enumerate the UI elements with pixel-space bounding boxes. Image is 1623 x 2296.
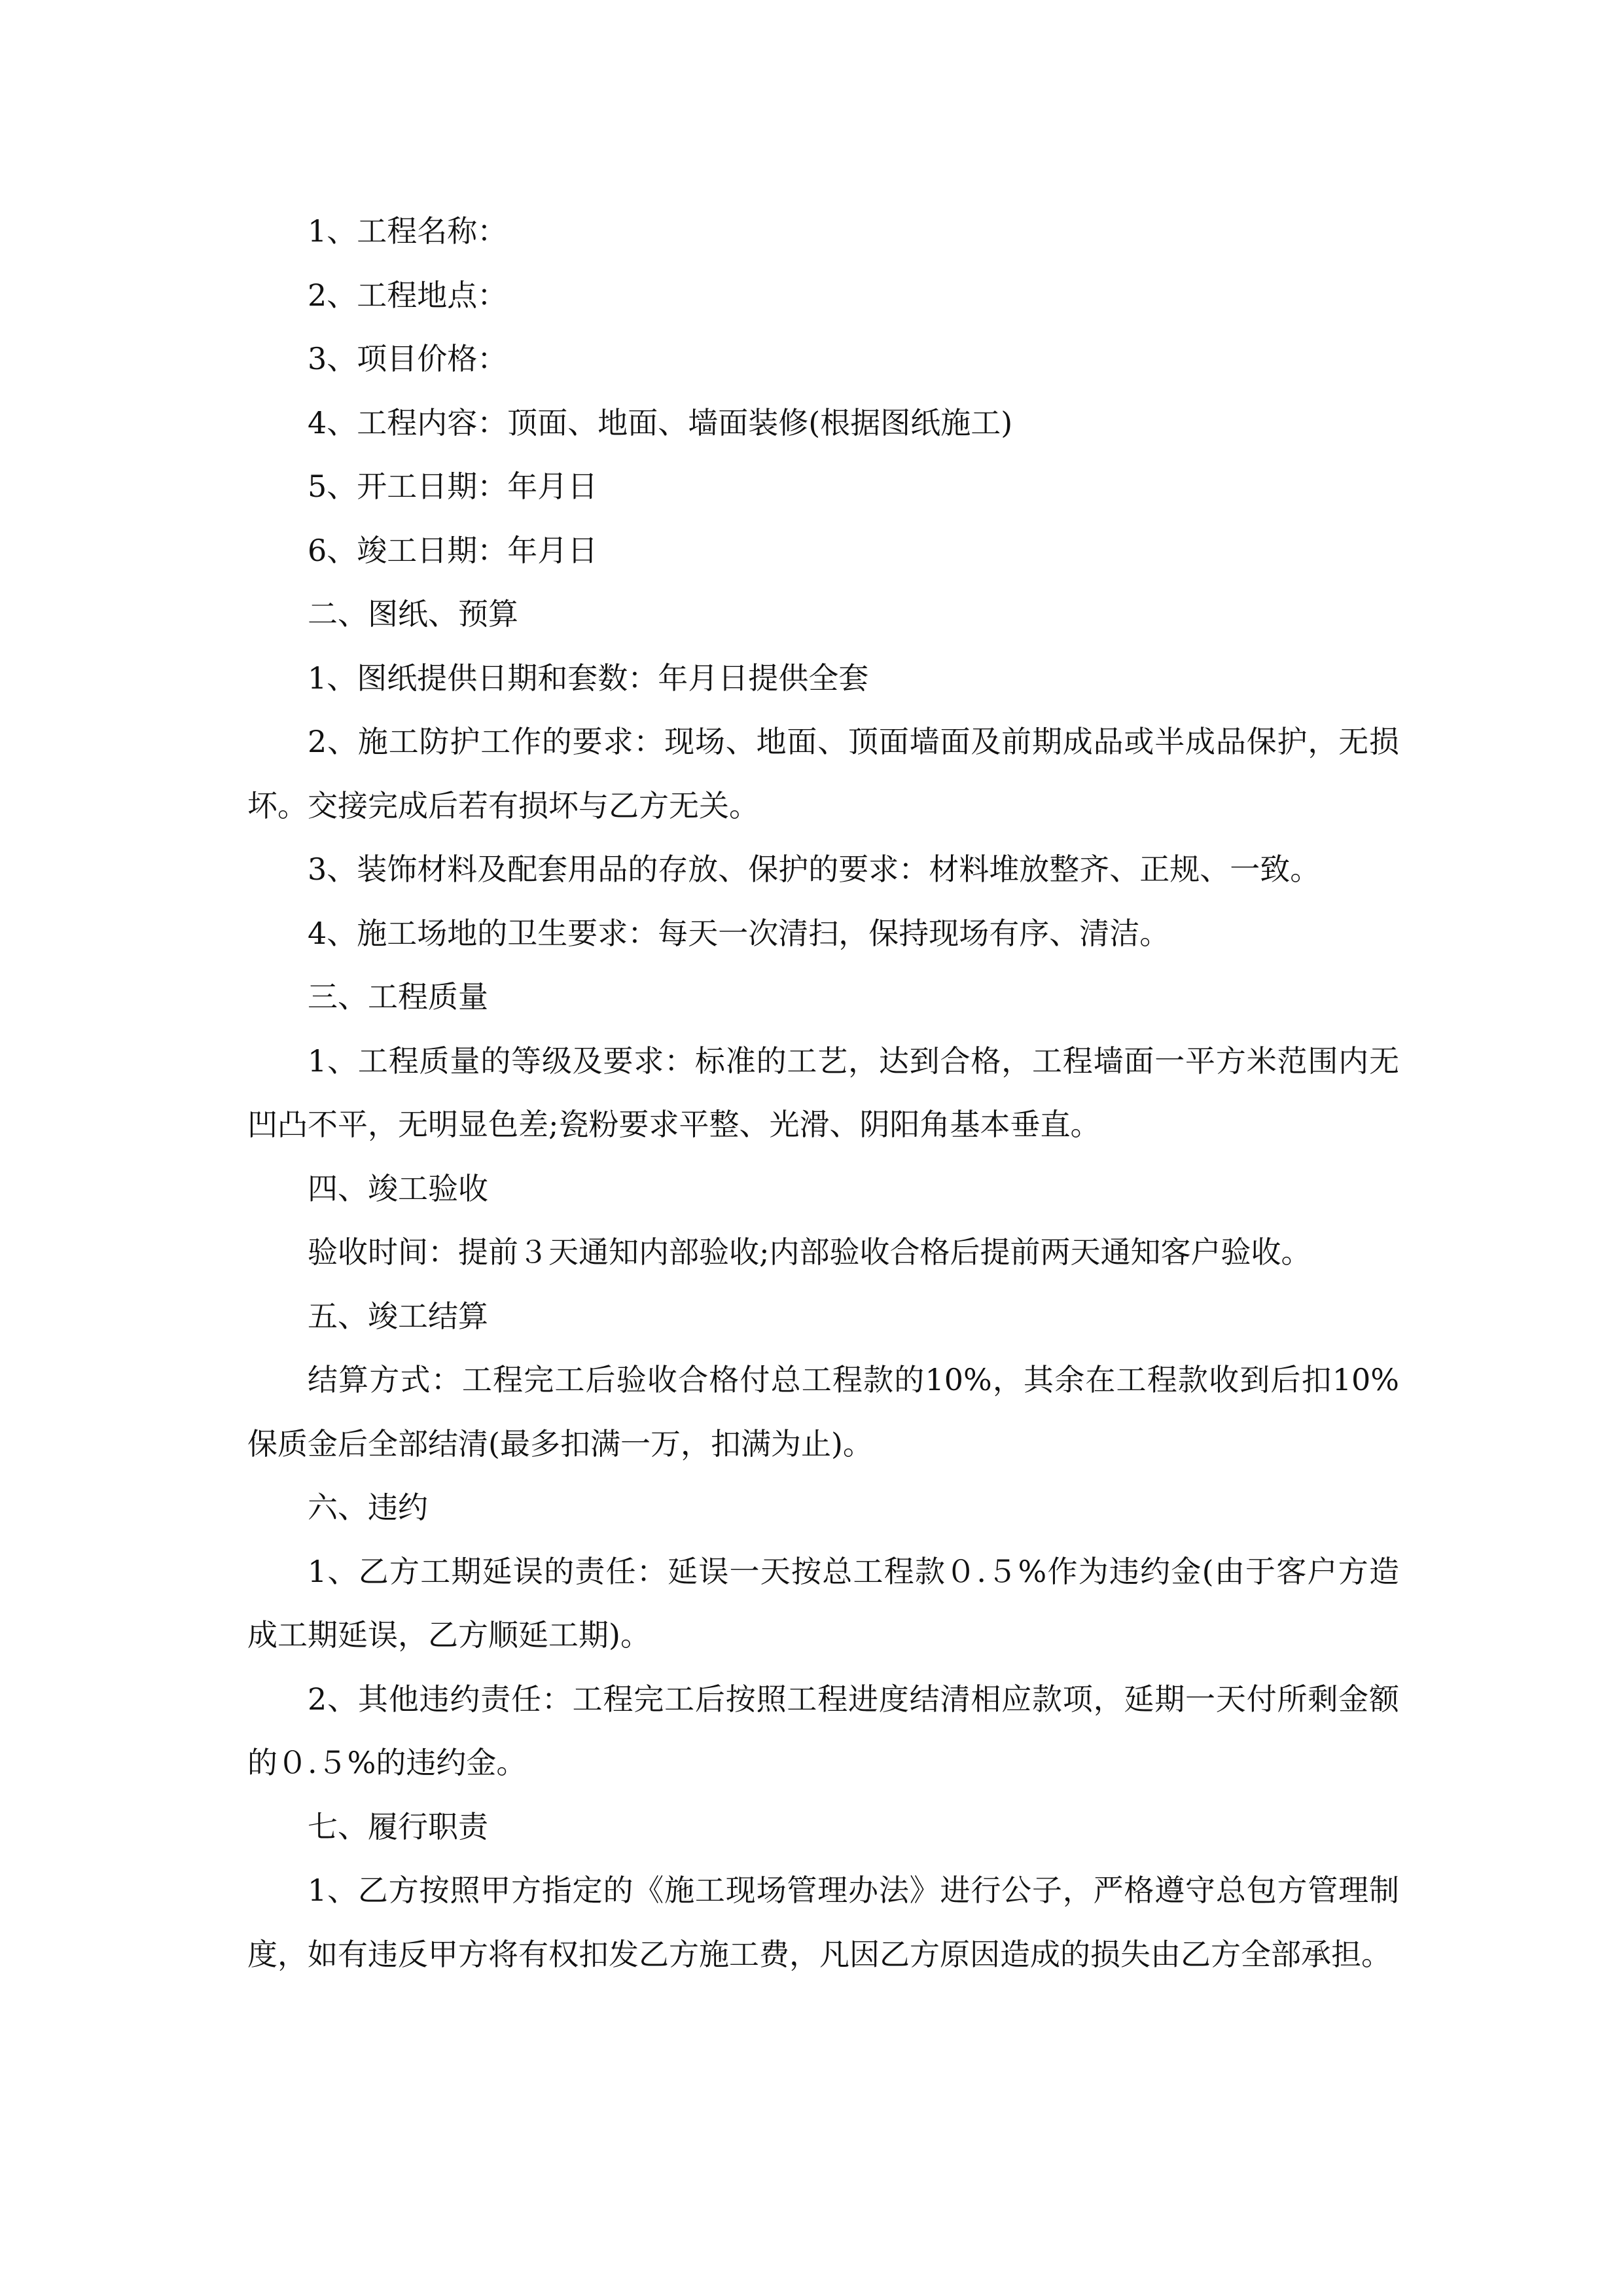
section-heading-breach: 六、违约 bbox=[308, 1490, 428, 1525]
item-other-breach-liability: 2、其他违约责任：工程完工后按照工程进度结清相应款项，延期一天付所剩金额的０.５%的违约金。 bbox=[247, 1681, 1399, 1780]
section-heading-acceptance: 四、竣工验收 bbox=[308, 1170, 488, 1206]
item-project-content: 4、工程内容：顶面、地面、墙面装修(根据图纸施工) bbox=[308, 404, 1013, 440]
document-body bbox=[247, 200, 1399, 1986]
item-start-date: 5、开工日期：年月日 bbox=[308, 469, 598, 504]
section-heading-quality: 三、工程质量 bbox=[308, 979, 488, 1014]
item-completion-date: 6、竣工日期：年月日 bbox=[308, 532, 598, 568]
item-duty-compliance: 1、乙方按照甲方指定的《施工现场管理办法》进行公子，严格遵守总包方管理制度，如有违反甲方将有权扣发乙方施工费，凡因乙方原因造成的损失由乙方全部承担。 bbox=[247, 1873, 1399, 1972]
item-project-location: 2、工程地点： bbox=[308, 277, 508, 313]
item-quality-requirements: 1、工程质量的等级及要求：标准的工艺，达到合格，工程墙面一平方米范围内无凹凸不平，无明显色差;瓷粉要求平整、光滑、阴阳角基本垂直。 bbox=[247, 1043, 1399, 1142]
section-heading-drawings-budget: 二、图纸、预算 bbox=[308, 596, 518, 632]
section-heading-settlement: 五、竣工结算 bbox=[308, 1298, 488, 1334]
item-drawings-provision: 1、图纸提供日期和套数：年月日提供全套 bbox=[308, 660, 869, 696]
section-heading-duties: 七、履行职责 bbox=[308, 1808, 488, 1844]
item-construction-protection: 2、施工防护工作的要求：现场、地面、顶面墙面及前期成品或半成品保护，无损坏。交接完成后若有损坏与乙方无关。 bbox=[247, 724, 1399, 823]
item-acceptance-time: 验收时间：提前３天通知内部验收;内部验收合格后提前两天通知客户验收。 bbox=[308, 1234, 1311, 1270]
item-site-hygiene: 4、施工场地的卫生要求：每天一次清扫，保持现场有序、清洁。 bbox=[308, 915, 1170, 951]
item-settlement-method: 结算方式：工程完工后验收合格付总工程款的10%，其余在工程款收到后扣10%保质金后全部结清(最多扣满一万，扣满为止)。 bbox=[247, 1362, 1399, 1462]
item-material-storage: 3、装饰材料及配套用品的存放、保护的要求：材料堆放整齐、正规、一致。 bbox=[308, 852, 1321, 887]
item-project-price: 3、项目价格： bbox=[308, 341, 508, 376]
item-delay-liability: 1、乙方工期延误的责任：延误一天按总工程款０.５%作为违约金(由于客户方造成工期延误，乙方顺延工期)。 bbox=[247, 1553, 1399, 1653]
item-project-name: 1、工程名称： bbox=[308, 213, 508, 249]
